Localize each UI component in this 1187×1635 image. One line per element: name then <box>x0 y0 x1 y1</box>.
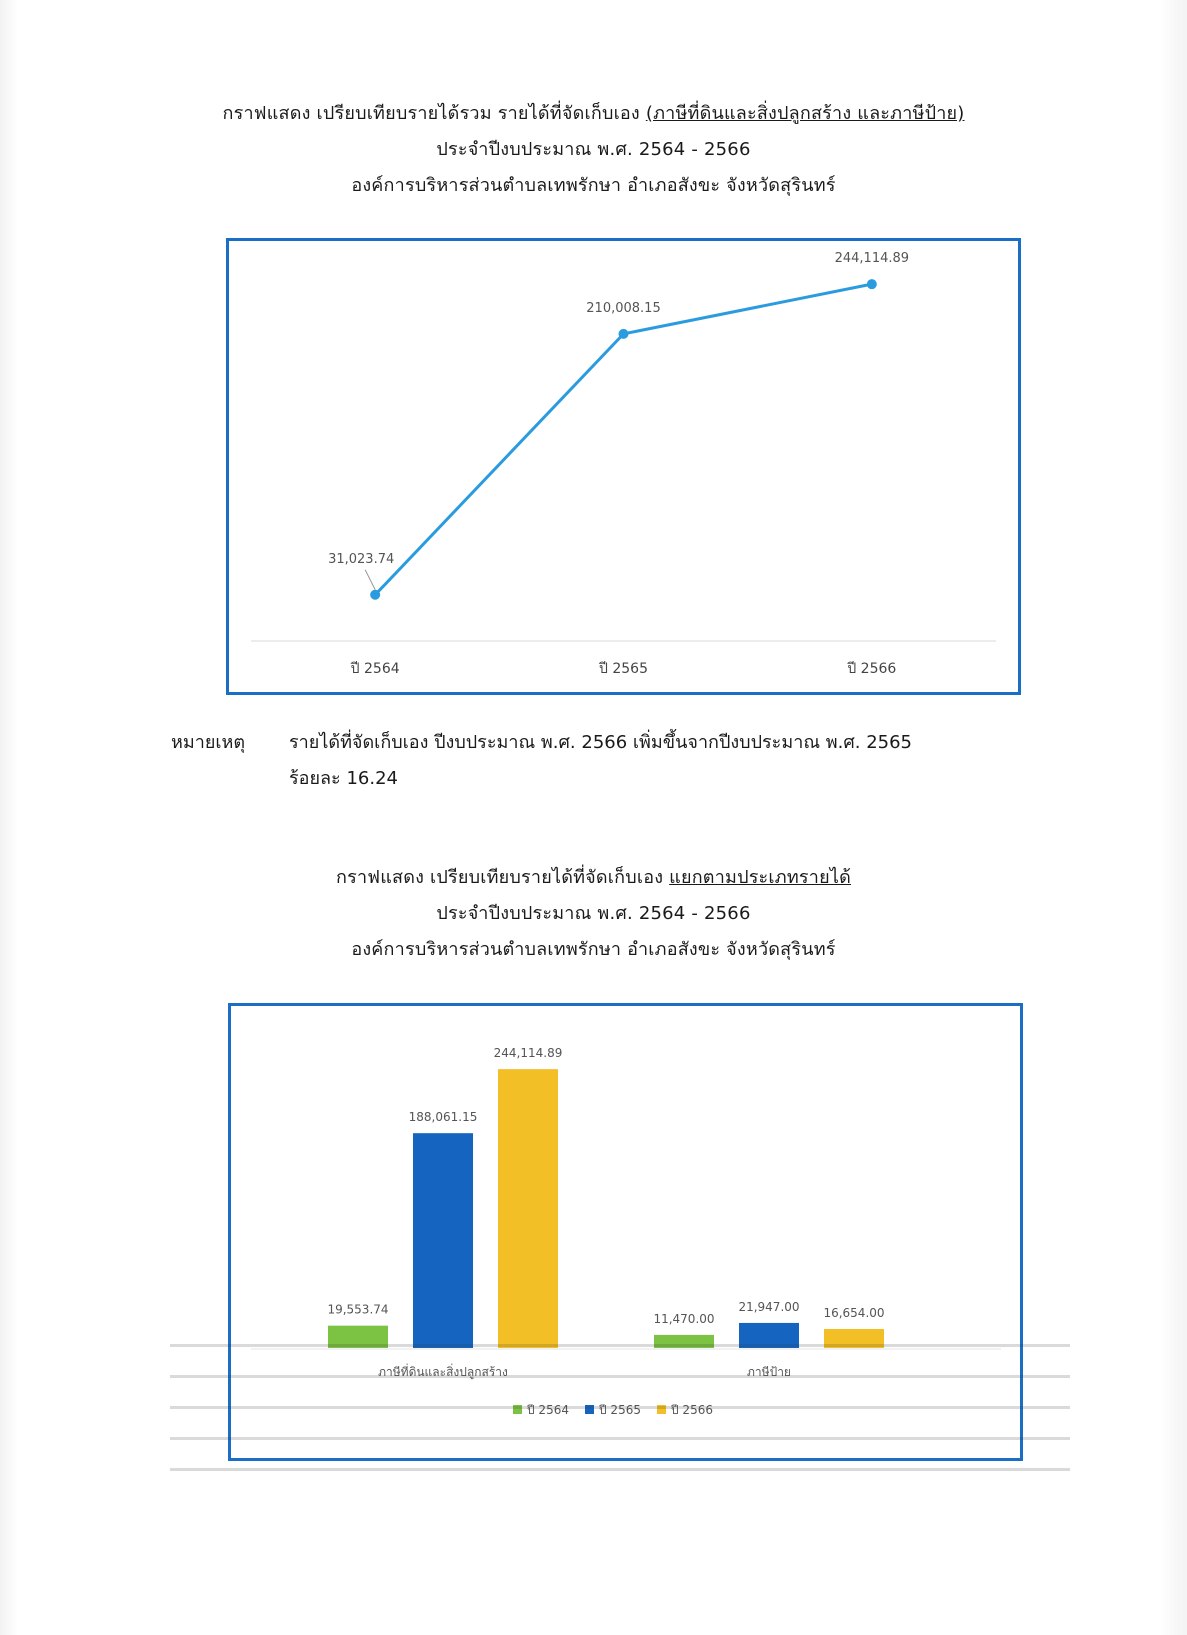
note <box>171 725 1091 797</box>
legend-label-2: ปี 2565 <box>599 1403 641 1417</box>
note-label: หมายเหตุ <box>171 732 246 753</box>
line-chart-title-line2: ประจำปีงบประมาณ พ.ศ. 2564 - 2566 <box>436 139 751 160</box>
category-label-1: ภาษีที่ดินและสิ่งปลูกสร้าง <box>378 1365 508 1379</box>
bar-chart-title-line2: ประจำปีงบประมาณ พ.ศ. 2564 - 2566 <box>436 903 751 924</box>
legend-label-1: ปี 2564 <box>527 1403 569 1417</box>
title2-underlined: แยกตามประเภทรายได้ <box>669 867 851 888</box>
bar-label-2-1: 11,470.00 <box>653 1311 715 1326</box>
faint-bleedthrough <box>170 1320 1070 1480</box>
line-chart-title-line1 <box>0 96 1187 132</box>
line-chart-title-line3: องค์การบริหารส่วนตำบลเทพรักษา อำเภอสังขะ จังหวัดสุรินทร์ <box>351 175 836 196</box>
data-point-2 <box>619 329 629 339</box>
title1-underlined: (ภาษีที่ดินและสิ่งปลูกสร้าง และภาษีป้าย) <box>645 103 965 124</box>
data-point-3 <box>867 279 877 289</box>
data-label-1: 31,023.74 <box>328 551 395 567</box>
bar-label-2-3: 16,654.00 <box>823 1305 885 1320</box>
category-label-2: ภาษีป้าย <box>747 1365 791 1379</box>
note-line1: รายได้ที่จัดเก็บเอง ปีงบประมาณ พ.ศ. 2566 เพิ่มขึ้นจากปีงบประมาณ พ.ศ. 2565 <box>289 732 913 753</box>
x-tick-label-2: ปี 2565 <box>599 661 648 677</box>
bar-1-3 <box>498 1069 558 1348</box>
x-tick-label-3: ปี 2566 <box>847 661 897 677</box>
line-chart-frame <box>226 238 1021 695</box>
bar-1-2 <box>413 1133 473 1348</box>
data-label-3: 244,114.89 <box>834 251 910 267</box>
bar-chart-title-line3: องค์การบริหารส่วนตำบลเทพรักษา อำเภอสังขะ จังหวัดสุรินทร์ <box>351 939 836 960</box>
note-line2: ร้อยละ 16.24 <box>289 768 398 789</box>
legend-label-3: ปี 2566 <box>671 1403 713 1417</box>
title2-text: กราฟแสดง เปรียบเทียบรายได้ที่จัดเก็บเอง <box>336 867 670 888</box>
title1-text: กราฟแสดง เปรียบเทียบรายได้รวม รายได้ที่จัดเก็บเอง <box>222 103 646 124</box>
bar-label-2-2: 21,947.00 <box>738 1299 800 1314</box>
data-label-leader <box>365 570 375 590</box>
bar-chart-title-line1 <box>0 860 1187 896</box>
bar-label-1-3: 244,114.89 <box>493 1046 563 1061</box>
x-tick-label-1: ปี 2564 <box>350 661 400 677</box>
bar-label-1-2: 188,061.15 <box>408 1110 478 1125</box>
line-chart-title <box>0 96 1187 204</box>
bar-label-1-1: 19,553.74 <box>327 1302 389 1317</box>
data-label-2: 210,008.15 <box>586 300 661 316</box>
bar-chart-title <box>0 860 1187 968</box>
data-point-1 <box>370 590 380 600</box>
line-chart <box>229 241 1018 692</box>
